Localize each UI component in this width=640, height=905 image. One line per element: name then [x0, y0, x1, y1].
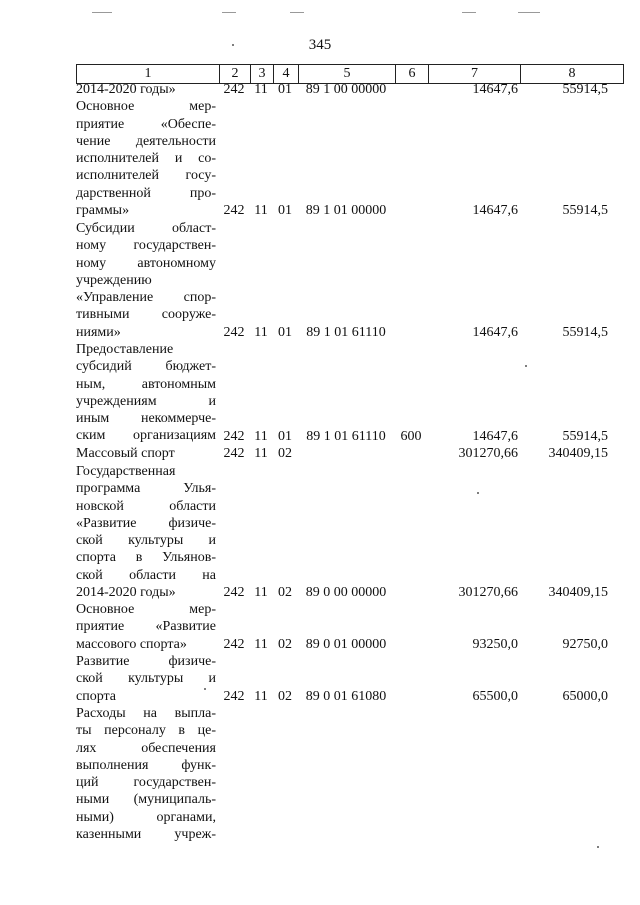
row-2-line: учреждению: [76, 272, 152, 288]
row-6-line: новской области: [76, 498, 216, 514]
row-5-col-4: 02: [278, 446, 292, 461]
row-6-col-4: 02: [278, 585, 292, 600]
row-2-line: ному государствен-: [76, 238, 216, 254]
row-4-col-3: 11: [254, 429, 268, 444]
row-1-col-4: 01: [278, 82, 292, 97]
row-7-col-7: 93250,0: [472, 637, 518, 652]
row-8-line: спорта: [76, 688, 117, 704]
row-3-col-8: 55914,5: [562, 325, 608, 340]
scan-artifact: [92, 12, 112, 13]
header-col-3: 3: [250, 65, 273, 83]
row-7-line: приятие «Развитие: [76, 619, 216, 635]
row-5-col-3: 11: [254, 446, 268, 461]
row-6-col-7: 301270,66: [458, 585, 518, 600]
row-2-line: ному автономному: [76, 255, 216, 271]
row-2-description: [76, 220, 216, 341]
row-3-col-4: 01: [278, 325, 292, 340]
row-1-line: исполнителей и со-: [76, 151, 216, 167]
row-9-line: ций государствен-: [76, 775, 216, 791]
row-2-col-2: 242: [223, 203, 245, 218]
row-8-line: ской культуры и: [76, 671, 216, 687]
row-9-line: лях обеспечения: [76, 740, 216, 756]
row-9-line: ными (муниципаль-: [76, 792, 216, 808]
scan-speck: [525, 365, 527, 367]
header-col-4: 4: [273, 65, 298, 83]
row-4-col-8: 55914,5: [562, 429, 608, 444]
header-col-2: 2: [219, 65, 250, 83]
row-3-line: субсидий бюджет-: [76, 359, 216, 375]
scan-speck: [597, 846, 599, 848]
row-7-line: Основное мер-: [76, 602, 216, 617]
row-6-line: Государственная: [76, 464, 176, 479]
row-1-line: исполнителей госу-: [76, 168, 216, 184]
row-2-line: тивными сооруже-: [76, 307, 216, 323]
row-4-col-7: 14647,6: [472, 429, 518, 444]
row-6-line: ской области на: [76, 567, 216, 583]
row-2-col-5: 89 1 01 00000: [305, 203, 387, 218]
scan-speck: [232, 44, 234, 46]
row-8-col-4: 02: [278, 689, 292, 704]
row-1-line: чение деятельности: [76, 133, 216, 149]
scan-artifact: [462, 12, 476, 13]
row-5-col-2: 242: [223, 446, 245, 461]
scan-artifact: [222, 12, 236, 13]
row-3-line: ным, автономным: [76, 376, 216, 392]
row-6-line: ской культуры и: [76, 533, 216, 549]
row-7-col-3: 11: [254, 637, 268, 652]
row-2-col-8: 55914,5: [562, 203, 608, 218]
row-2-col-7: 14647,6: [472, 203, 518, 218]
row-4-col-2: 242: [223, 429, 245, 444]
row-4-col-6: 600: [400, 429, 422, 444]
row-8-col-3: 11: [254, 689, 268, 704]
row-9-line: ты персоналу в це-: [76, 723, 216, 739]
row-1-line: граммы»: [76, 203, 130, 219]
row-1-description: [76, 81, 216, 219]
row-1-line: дарственной про-: [76, 185, 216, 201]
row-1-line: 2014-2020 годы»: [76, 82, 176, 97]
row-6-line: 2014-2020 годы»: [76, 585, 176, 601]
row-1-col-8: 55914,5: [562, 82, 608, 97]
scan-artifact: [290, 12, 304, 13]
page-number: 345: [308, 37, 332, 53]
row-3-col-2: 242: [223, 325, 245, 340]
row-3-line: Предоставление: [76, 342, 174, 357]
header-col-5: 5: [298, 65, 395, 83]
row-8-col-2: 242: [223, 689, 245, 704]
row-6-line: «Развитие физиче-: [76, 515, 216, 531]
header-col-1: 1: [76, 65, 219, 83]
row-6-line: спорта в Ульянов-: [76, 550, 216, 566]
row-1-col-2: 242: [223, 82, 245, 97]
row-5-description: [76, 445, 216, 462]
row-3-col-7: 14647,6: [472, 325, 518, 340]
row-2-line: Субсидии област-: [76, 221, 216, 236]
row-9-line: выполнения функ-: [76, 757, 216, 773]
row-3-description: [76, 341, 216, 445]
row-1-line: приятие «Обеспе-: [76, 116, 216, 132]
scan-artifact: [518, 12, 540, 13]
row-9-line: казенными учреж-: [76, 827, 216, 843]
row-8-col-5: 89 0 01 61080: [305, 689, 387, 704]
row-8-col-7: 65500,0: [472, 689, 518, 704]
row-1-line: Основное мер-: [76, 99, 216, 115]
row-6-description: [76, 463, 216, 601]
row-6-line: программа Улья-: [76, 481, 216, 497]
row-7-description: [76, 601, 216, 653]
row-5-col-8: 340409,15: [548, 446, 608, 461]
row-1-col-7: 14647,6: [472, 82, 518, 97]
row-9-description: [76, 705, 216, 843]
row-9-line: Расходы на выпла-: [76, 706, 216, 721]
row-2-line: ниями»: [76, 324, 121, 340]
row-6-col-8: 340409,15: [548, 585, 608, 600]
scan-speck: [204, 688, 206, 690]
header-col-6: 6: [395, 65, 428, 83]
row-8-description: [76, 653, 216, 705]
row-7-col-5: 89 0 01 00000: [305, 637, 387, 652]
row-8-line: Развитие физиче-: [76, 654, 216, 669]
row-2-col-4: 01: [278, 203, 292, 218]
row-6-col-2: 242: [223, 585, 245, 600]
row-7-col-8: 92750,0: [562, 637, 608, 652]
row-7-col-2: 242: [223, 637, 245, 652]
row-7-col-4: 02: [278, 637, 292, 652]
row-4-col-4: 01: [278, 429, 292, 444]
row-6-col-3: 11: [254, 585, 268, 600]
row-7-line: массового спорта»: [76, 636, 187, 652]
row-9-line: ными) органами,: [76, 809, 216, 825]
header-col-7: 7: [428, 65, 520, 83]
row-6-col-5: 89 0 00 00000: [305, 585, 387, 600]
row-1-col-3: 11: [254, 82, 268, 97]
row-5-col-7: 301270,66: [458, 446, 518, 461]
row-8-col-8: 65000,0: [562, 689, 608, 704]
row-3-line: учреждениям и: [76, 393, 216, 409]
row-3-line: ским организациям: [76, 428, 216, 444]
row-3-line: иным некоммерче-: [76, 411, 216, 427]
row-4-col-5: 89 1 01 61110: [306, 429, 386, 444]
row-3-col-3: 11: [254, 325, 268, 340]
row-2-col-3: 11: [254, 203, 268, 218]
scan-speck: [477, 492, 479, 494]
row-5-line: Массовый спорт: [76, 446, 175, 461]
row-1-col-5: 89 1 00 00000: [305, 82, 387, 97]
header-col-8: 8: [520, 65, 624, 83]
row-3-col-5: 89 1 01 61110: [306, 325, 386, 340]
row-2-line: «Управление спор-: [76, 290, 216, 306]
